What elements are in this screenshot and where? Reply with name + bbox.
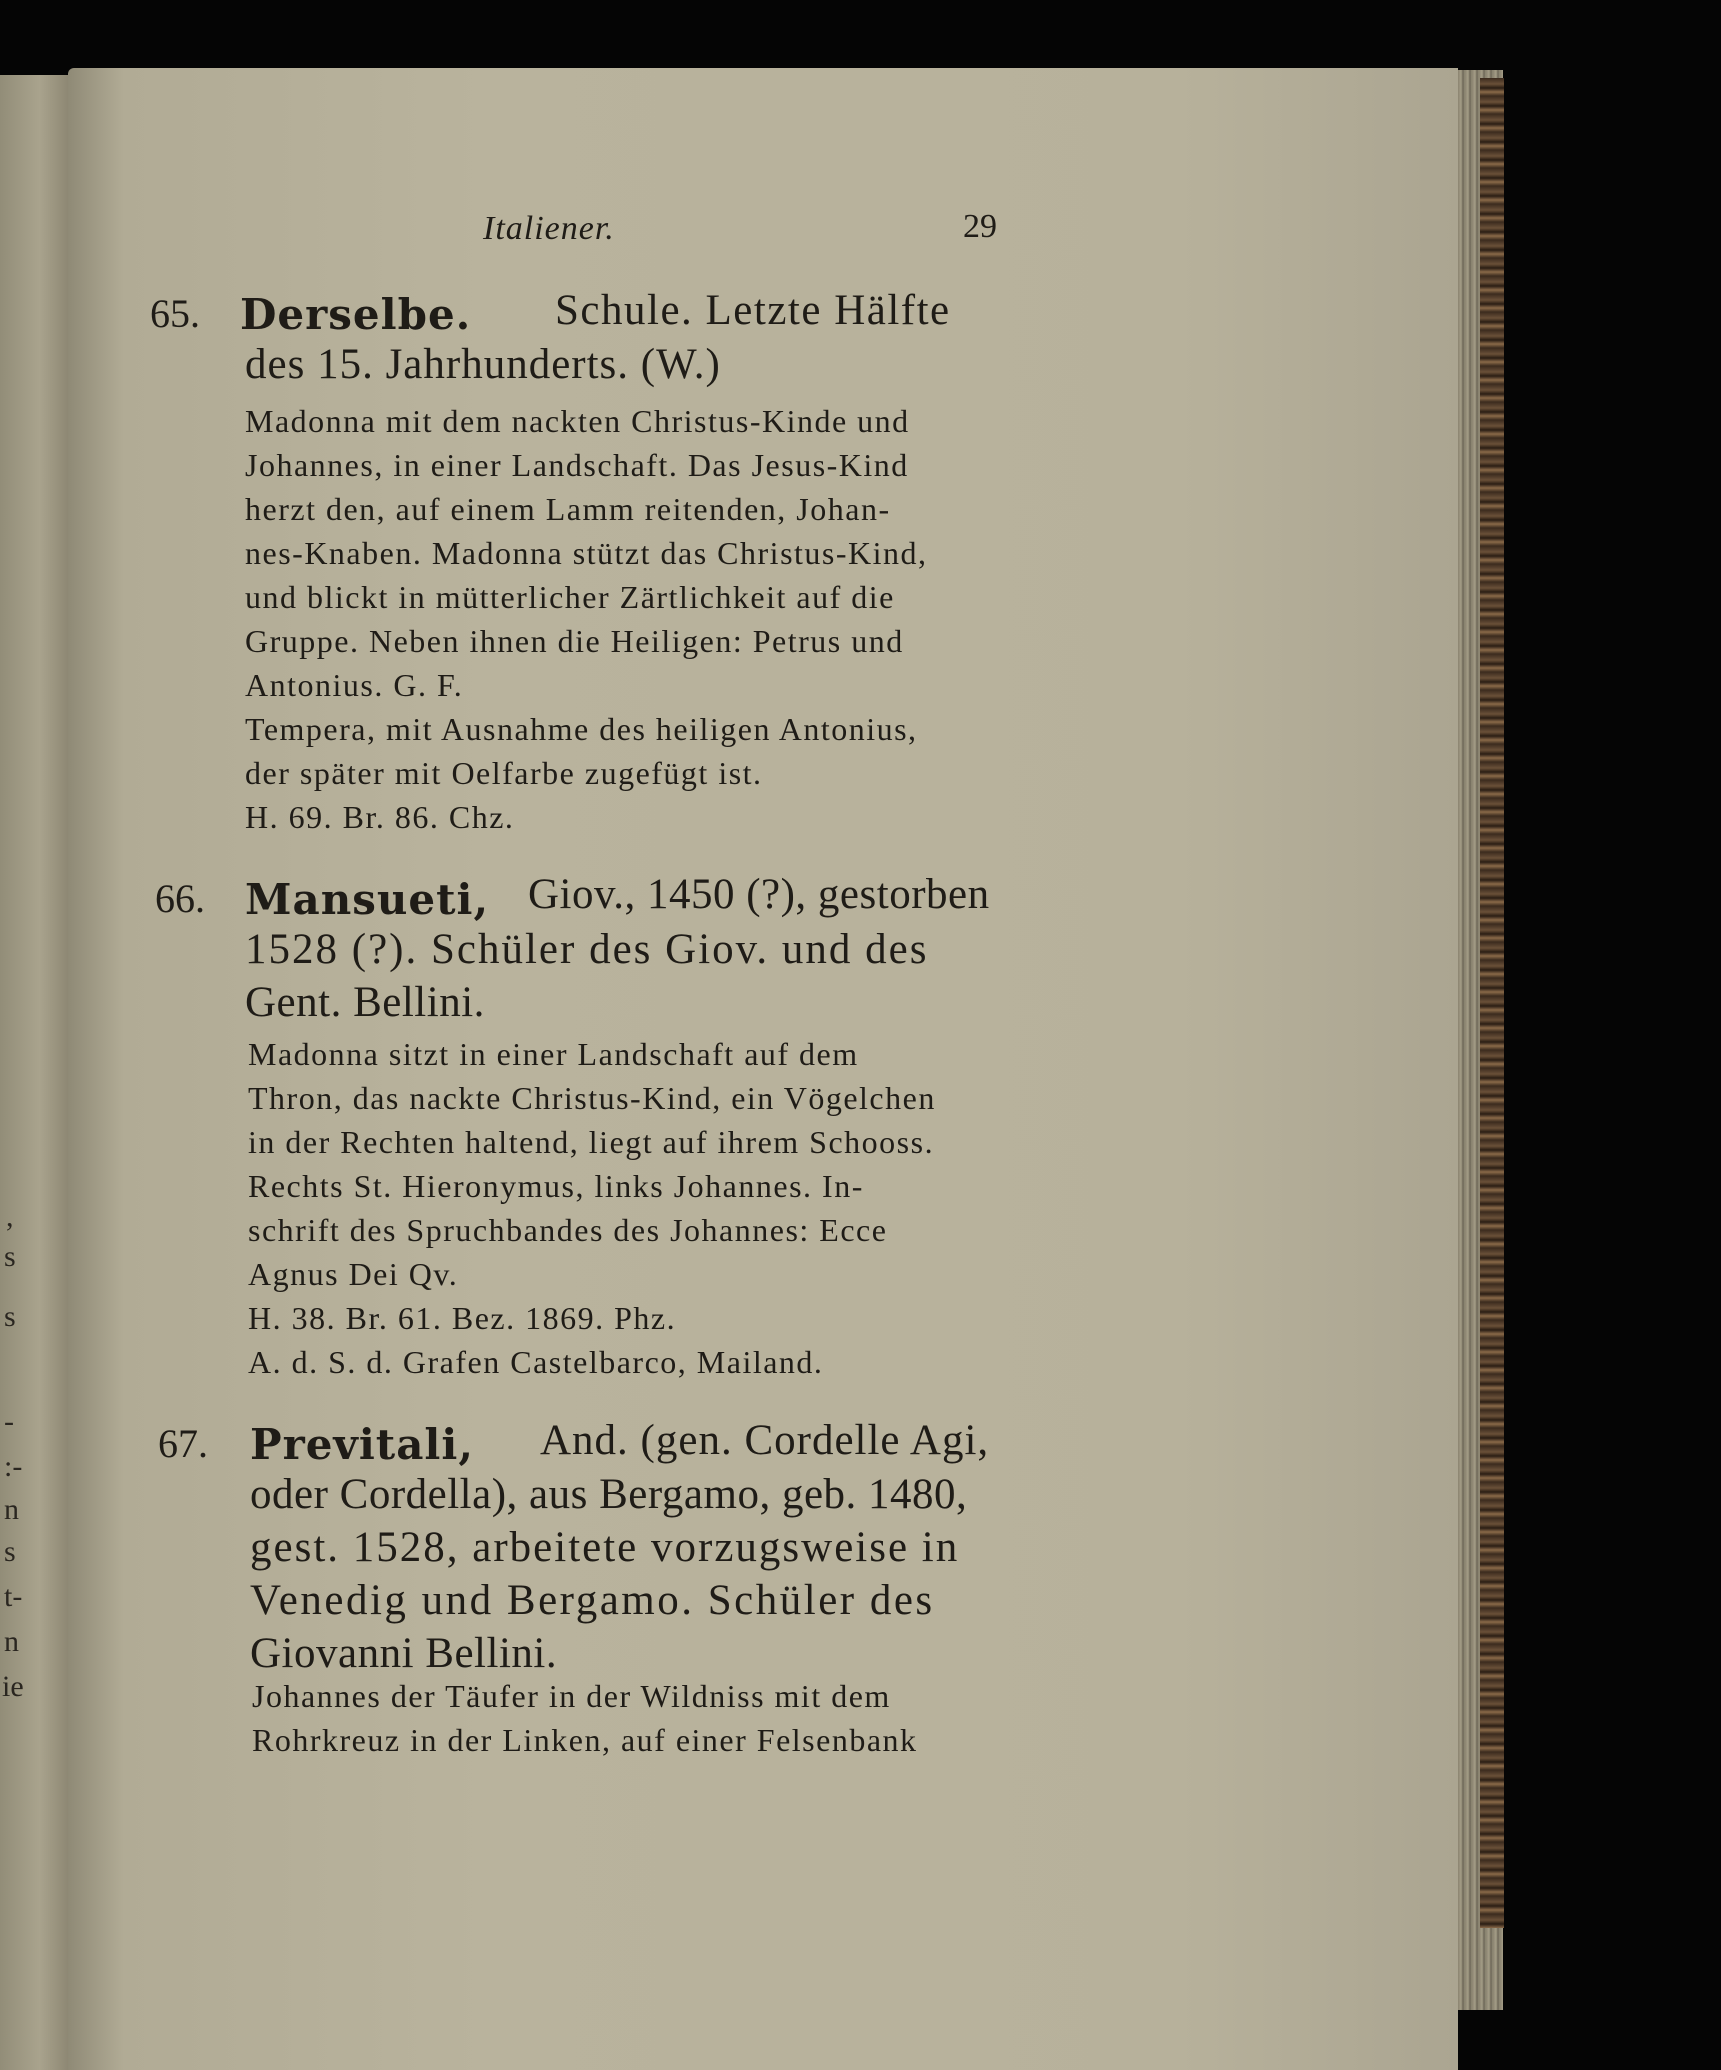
left-page-fragment: t-: [4, 1580, 23, 1613]
left-page-fragment: n: [4, 1493, 19, 1526]
left-page-fragment: s: [4, 1535, 16, 1568]
entry-heading-line: Giov., 1450 (?), gestorben: [528, 871, 990, 918]
entry-number: 66.: [155, 876, 205, 921]
entry-text-line: der später mit Oelfarbe zugefügt ist.: [245, 755, 763, 791]
entry-text-line: Madonna sitzt in einer Landschaft auf dem: [248, 1036, 859, 1072]
entry-heading-line: gest. 1528, arbeitete vorzugsweise in: [250, 1524, 960, 1571]
entry-text-line: A. d. S. d. Grafen Castelbarco, Mailand.: [248, 1344, 824, 1380]
book-spine: [1480, 78, 1504, 1928]
entry-text-line: Madonna mit dem nackten Christus-Kinde und: [245, 403, 910, 439]
left-page-fragment: ,: [6, 1200, 14, 1233]
left-page-fragment: ie: [2, 1670, 24, 1703]
entry-heading-line: Gent. Bellini.: [245, 979, 485, 1026]
entry-heading-line: 1528 (?). Schüler des Giov. und des: [245, 926, 929, 973]
entry-text-line: Agnus Dei Qv.: [248, 1256, 459, 1292]
entry-heading-line: oder Cordella), aus Bergamo, geb. 1480,: [250, 1471, 968, 1518]
entry-text-line: Johannes, in einer Landschaft. Das Jesus-Kind: [245, 447, 909, 483]
running-header-title: Italiener.: [483, 210, 615, 247]
entry-text-line: Rohrkreuz in der Linken, auf einer Felsenbank: [252, 1722, 918, 1758]
entry-text-line: Antonius. G. F.: [245, 667, 464, 703]
entry-text-line: und blickt in mütterlicher Zärtlichkeit auf die: [245, 579, 895, 615]
artist-name: Mansueti,: [245, 875, 490, 924]
page-number: 29: [963, 208, 997, 245]
entry-heading-line: And. (gen. Cordelle Agi,: [540, 1417, 990, 1464]
entry-heading-line: Giovanni Bellini.: [250, 1630, 558, 1677]
entry-number: 65.: [150, 291, 200, 336]
entry-heading-line: Schule. Letzte Hälfte: [555, 287, 951, 334]
entry-text-line: nes-Knaben. Madonna stützt das Christus-Kind,: [245, 535, 928, 571]
left-page-fragment: s: [4, 1300, 16, 1333]
entry-heading-line: des 15. Jahrhunderts. (W.): [245, 341, 721, 388]
entry-text-line: in der Rechten haltend, liegt auf ihrem Schooss.: [248, 1124, 935, 1160]
left-page-fragment: -: [4, 1405, 14, 1438]
entry-text-line: herzt den, auf einem Lamm reitenden, Johan-: [245, 491, 891, 527]
entry-text-line: Rechts St. Hieronymus, links Johannes. In-: [248, 1168, 864, 1204]
left-page-fragment: s: [4, 1240, 16, 1273]
left-page-fragment: n: [4, 1625, 19, 1658]
left-page-fragment: :-: [4, 1450, 23, 1483]
entry-text-line: H. 69. Br. 86. Chz.: [245, 799, 515, 835]
left-page-edge: [0, 75, 72, 2070]
entry-text-line: Tempera, mit Ausnahme des heiligen Antonius,: [245, 711, 918, 747]
entry-text-line: Thron, das nackte Christus-Kind, ein Vögelchen: [248, 1080, 936, 1116]
entry-text-line: Johannes der Täufer in der Wildniss mit dem: [252, 1678, 891, 1714]
entry-number: 67.: [158, 1421, 208, 1466]
entry-heading-line: Venedig und Bergamo. Schüler des: [250, 1577, 935, 1624]
artist-name: Previtali,: [250, 1420, 474, 1469]
entry-text-line: Gruppe. Neben ihnen die Heiligen: Petrus und: [245, 623, 904, 659]
artist-name: Derselbe.: [240, 290, 472, 339]
entry-text-line: schrift des Spruchbandes des Johannes: Ecce: [248, 1212, 888, 1248]
entry-text-line: H. 38. Br. 61. Bez. 1869. Phz.: [248, 1300, 677, 1336]
